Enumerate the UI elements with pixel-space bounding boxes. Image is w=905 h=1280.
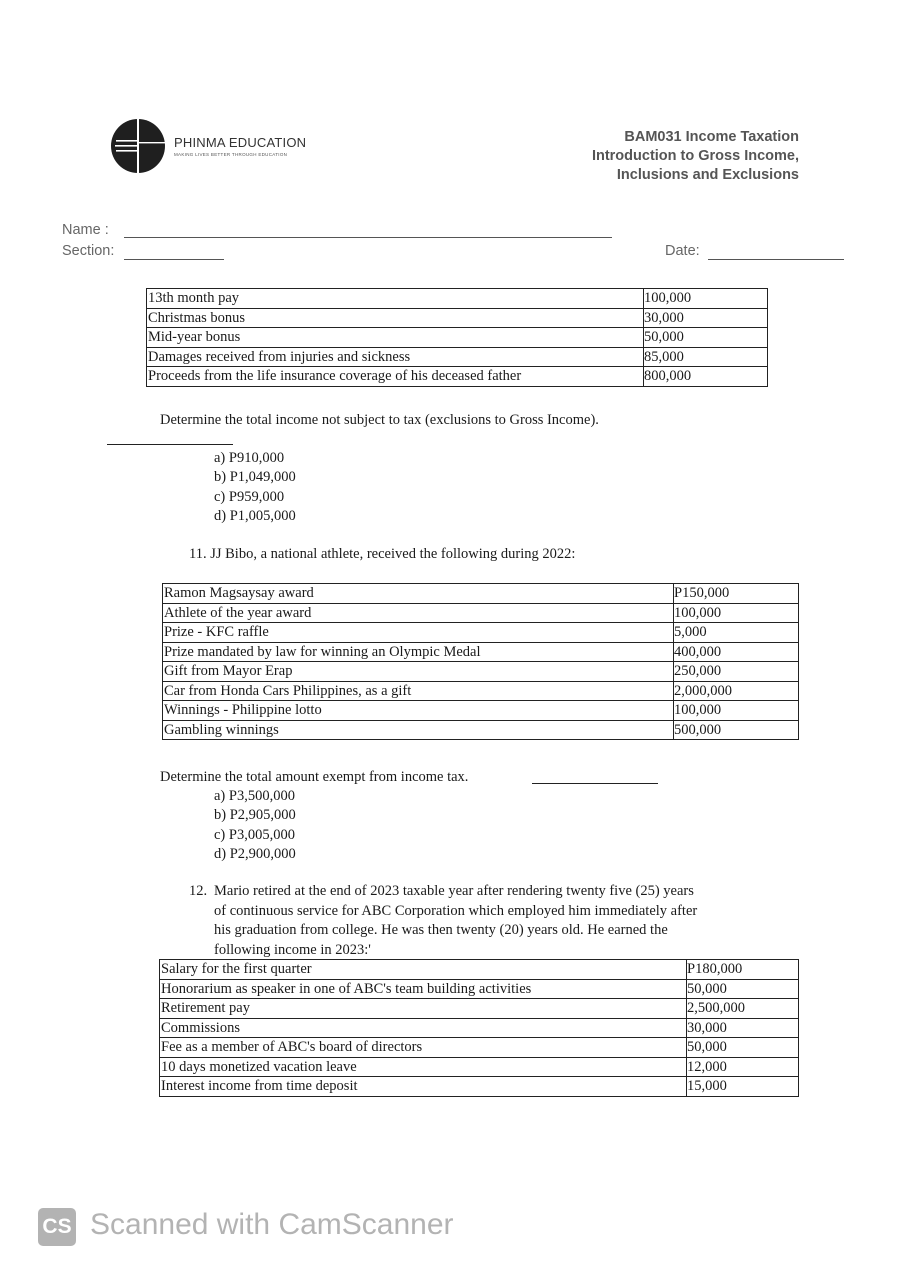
amount-cell: 800,000 <box>644 367 768 387</box>
table-row <box>163 603 799 623</box>
name-field[interactable] <box>124 237 612 238</box>
q12-income-table <box>159 959 799 1097</box>
table-row <box>160 999 799 1019</box>
q12-question-line: his graduation from college. He was then twenty (20) years old. He earned the <box>214 922 668 938</box>
q10-choices <box>214 449 296 526</box>
camscanner-badge: CS <box>38 1208 76 1246</box>
item-cell: Ramon Magsaysay award <box>163 584 674 604</box>
item-cell: Damages received from injuries and sickness <box>147 347 644 367</box>
choice-b[interactable]: b) P2,905,000 <box>214 807 296 824</box>
q12-question-line: of continuous service for ABC Corporation which employed him immediately after <box>214 902 698 919</box>
amount-cell: 12,000 <box>687 1057 799 1077</box>
table-row <box>147 347 768 367</box>
item-cell: Gambling winnings <box>163 720 674 740</box>
amount-cell: 50,000 <box>644 328 768 348</box>
table-row <box>163 623 799 643</box>
course-title-line: BAM031 Income Taxation <box>624 129 799 145</box>
amount-cell: 250,000 <box>674 662 799 682</box>
q12-number: 12. <box>189 883 208 899</box>
date-label: Date: <box>665 243 700 259</box>
choice-d[interactable]: d) P1,005,000 <box>214 507 296 524</box>
phinma-logo-icon <box>110 118 166 174</box>
q11-choices <box>214 787 296 864</box>
table-row <box>160 979 799 999</box>
section-field[interactable] <box>124 259 224 260</box>
table-row <box>147 367 768 387</box>
item-cell: 13th month pay <box>147 289 644 309</box>
item-cell: Commissions <box>160 1018 687 1038</box>
q10-answer-line[interactable] <box>107 444 233 445</box>
item-cell: Fee as a member of ABC's board of directors <box>160 1038 687 1058</box>
course-title-line: Introduction to Gross Income, <box>591 148 799 164</box>
brand-name: PHINMA EDUCATION <box>174 135 307 150</box>
item-cell: Prize mandated by law for winning an Olympic Medal <box>163 642 674 662</box>
table-row <box>160 1057 799 1077</box>
course-title-line: Inclusions and Exclusions <box>616 167 799 183</box>
item-cell: Gift from Mayor Erap <box>163 662 674 682</box>
q12-question-line: following income in 2023:' <box>214 941 371 958</box>
amount-cell: 5,000 <box>674 623 799 643</box>
q12-question <box>214 882 697 960</box>
choice-c[interactable]: c) P3,005,000 <box>214 826 295 843</box>
q11-income-table <box>162 583 799 740</box>
item-cell: Retirement pay <box>160 999 687 1019</box>
q10-prompt: Determine the total income not subject to tax (exclusions to Gross Income). <box>160 412 599 428</box>
amount-cell: 30,000 <box>687 1018 799 1038</box>
date-field[interactable] <box>708 259 844 260</box>
q11-question: 11. JJ Bibo, a national athlete, received the following during 2022: <box>189 546 576 562</box>
table-row <box>163 701 799 721</box>
item-cell: Athlete of the year award <box>163 603 674 623</box>
q11-answer-line[interactable] <box>532 783 658 784</box>
table-row <box>160 1018 799 1038</box>
choice-a[interactable]: a) P910,000 <box>214 450 285 466</box>
amount-cell: 30,000 <box>644 308 768 328</box>
q11-prompt: Determine the total amount exempt from income tax. <box>160 769 469 785</box>
table-row <box>163 584 799 604</box>
item-cell: Winnings - Philippine lotto <box>163 701 674 721</box>
course-title <box>592 128 799 185</box>
item-cell: Mid-year bonus <box>147 328 644 348</box>
table-row <box>147 308 768 328</box>
name-label: Name : <box>62 222 109 238</box>
item-cell: Salary for the first quarter <box>160 960 687 980</box>
q10-income-table <box>146 288 768 387</box>
amount-cell: P150,000 <box>674 584 799 604</box>
item-cell: Honorarium as speaker in one of ABC's team building activities <box>160 979 687 999</box>
item-cell: Proceeds from the life insurance coverage of his deceased father <box>147 367 644 387</box>
amount-cell: 100,000 <box>674 603 799 623</box>
table-row <box>147 289 768 309</box>
camscanner-watermark: Scanned with CamScanner <box>90 1208 454 1241</box>
item-cell: Interest income from time deposit <box>160 1077 687 1097</box>
amount-cell: 500,000 <box>674 720 799 740</box>
section-label: Section: <box>62 243 115 259</box>
table-row <box>160 1038 799 1058</box>
table-row <box>160 1077 799 1097</box>
choice-b[interactable]: b) P1,049,000 <box>214 469 296 486</box>
choice-c[interactable]: c) P959,000 <box>214 488 285 505</box>
amount-cell: 15,000 <box>687 1077 799 1097</box>
table-row <box>163 662 799 682</box>
brand-tagline: MAKING LIVES BETTER THROUGH EDUCATION <box>174 152 288 157</box>
table-row <box>163 681 799 701</box>
choice-a[interactable]: a) P3,500,000 <box>214 788 295 804</box>
item-cell: 10 days monetized vacation leave <box>160 1057 687 1077</box>
amount-cell: 50,000 <box>687 1038 799 1058</box>
amount-cell: 2,500,000 <box>687 999 799 1019</box>
amount-cell: P180,000 <box>687 960 799 980</box>
choice-d[interactable]: d) P2,900,000 <box>214 845 296 862</box>
item-cell: Car from Honda Cars Philippines, as a gift <box>163 681 674 701</box>
q12-question-line: Mario retired at the end of 2023 taxable year after rendering twenty five (25) years <box>214 883 694 899</box>
amount-cell: 100,000 <box>644 289 768 309</box>
table-row <box>163 642 799 662</box>
amount-cell: 85,000 <box>644 347 768 367</box>
amount-cell: 2,000,000 <box>674 681 799 701</box>
table-row <box>147 328 768 348</box>
table-row <box>163 720 799 740</box>
amount-cell: 100,000 <box>674 701 799 721</box>
table-row <box>160 960 799 980</box>
amount-cell: 50,000 <box>687 979 799 999</box>
amount-cell: 400,000 <box>674 642 799 662</box>
item-cell: Prize - KFC raffle <box>163 623 674 643</box>
item-cell: Christmas bonus <box>147 308 644 328</box>
